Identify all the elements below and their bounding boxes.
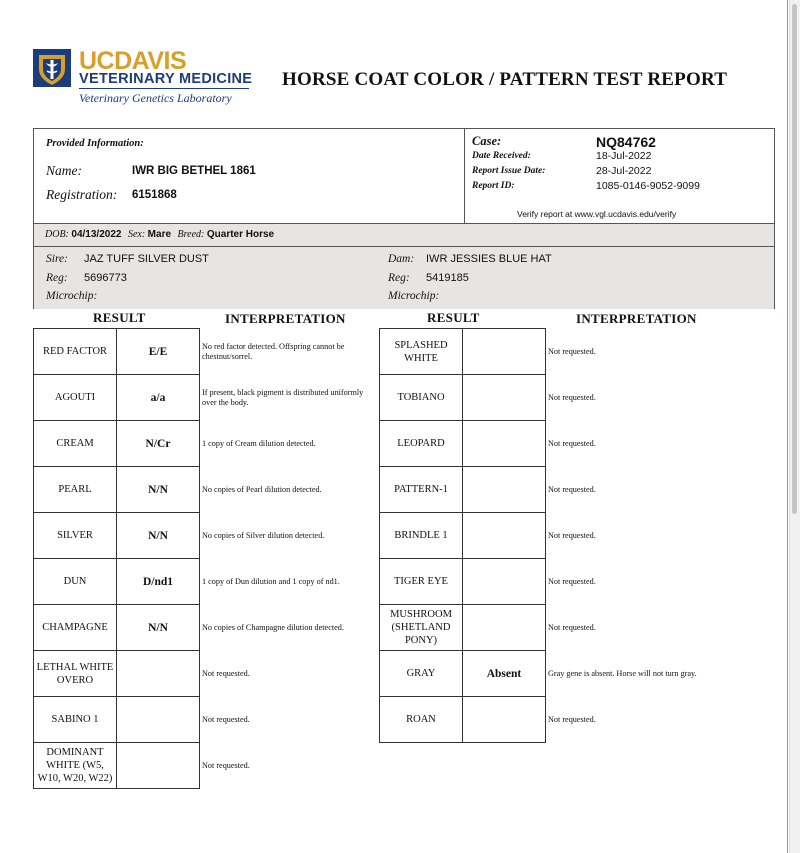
trait-name: BRINDLE 1 — [380, 513, 463, 559]
table-row — [380, 467, 726, 513]
genotype-result: a/a — [117, 375, 200, 421]
table-row — [34, 421, 378, 467]
case-number: NQ84762 — [596, 134, 656, 150]
table-row — [380, 697, 726, 743]
breed-value: Quarter Horse — [206, 229, 275, 240]
interpretation-text: Not requested. — [548, 530, 596, 540]
case-label: Case: — [472, 134, 502, 148]
genotype-result — [463, 421, 546, 467]
trait-name: TOBIANO — [380, 375, 463, 421]
right-interpretation-header: INTERPRETATION — [576, 311, 697, 326]
table-row — [34, 467, 378, 513]
genotype-result: D/nd1 — [117, 559, 200, 605]
genotype-result — [463, 513, 546, 559]
report-title: HORSE COAT COLOR / PATTERN TEST REPORT — [282, 69, 728, 90]
trait-name: DUN — [34, 559, 117, 605]
interpretation-text: Not requested. — [548, 392, 596, 402]
sire-label: Sire: — [46, 253, 68, 265]
interpretation-text: Not requested. — [202, 668, 250, 678]
interpretation-text: If present, black pigment is distributed uniformly over the body. — [202, 387, 364, 407]
interpretation-text: No copies of Silver dilution detected. — [202, 530, 325, 540]
logo-lab: Veterinary Genetics Laboratory — [79, 91, 232, 105]
interpretation-text: Not requested. — [548, 346, 596, 356]
trait-name: AGOUTI — [34, 375, 117, 421]
table-row — [34, 743, 378, 789]
interpretation-text: Not requested. — [548, 576, 596, 586]
sire-microchip-label: Microchip: — [46, 290, 98, 302]
genotype-result — [117, 743, 200, 789]
interpretation-text: Not requested. — [548, 484, 596, 494]
left-result-header: RESULT — [93, 310, 146, 325]
genotype-result — [463, 605, 546, 651]
interpretation-text: Not requested. — [548, 622, 596, 632]
table-row — [380, 375, 726, 421]
interpretation-text: Not requested. — [202, 760, 250, 770]
report-id-label: Report ID: — [472, 181, 515, 191]
trait-name: TIGER EYE — [380, 559, 463, 605]
trait-name: CHAMPAGNE — [34, 605, 117, 651]
interpretation-text: Not requested. — [548, 438, 596, 448]
right-result-header: RESULT — [427, 310, 480, 325]
interpretation-text: No copies of Champagne dilution detected. — [202, 622, 344, 632]
provided-info — [34, 129, 464, 223]
genotype-result — [463, 375, 546, 421]
sex-label: Sex: — [127, 229, 146, 240]
sire-reg-label: Reg: — [46, 272, 68, 284]
case-info — [464, 129, 775, 223]
table-row — [380, 421, 726, 467]
genotype-result: Absent — [463, 651, 546, 697]
interpretation-text: 1 copy of Cream dilution detected. — [202, 438, 316, 448]
interpretation-text: Not requested. — [202, 714, 250, 724]
table-row — [380, 605, 726, 651]
trait-name: DOMINANT WHITE (W5, W10, W20, W22) — [34, 743, 117, 789]
info-box — [33, 128, 775, 309]
trait-name: SABINO 1 — [34, 697, 117, 743]
dam-reg: 5419185 — [426, 272, 469, 284]
ucdavis-logo — [33, 49, 258, 109]
trait-name: PEARL — [34, 467, 117, 513]
dam-reg-label: Reg: — [388, 272, 410, 284]
registration-label: Registration: — [46, 187, 118, 202]
registration-number: 6151868 — [132, 189, 177, 201]
parents-row — [34, 246, 774, 309]
trait-name: MUSHROOM (SHETLAND PONY) — [380, 605, 463, 651]
genotype-result — [463, 467, 546, 513]
left-results-table — [33, 328, 378, 789]
genotype-result: N/N — [117, 467, 200, 513]
sire-name: JAZ TUFF SILVER DUST — [84, 253, 209, 265]
trait-name: SPLASHED WHITE — [380, 329, 463, 375]
name-label: Name: — [46, 163, 82, 178]
table-row — [34, 605, 378, 651]
logo-wordmark: UCDAVIS — [79, 47, 187, 75]
table-row — [34, 697, 378, 743]
left-interpretation-header: INTERPRETATION — [225, 311, 346, 326]
logo-divider — [79, 88, 249, 89]
genotype-result — [117, 697, 200, 743]
genotype-result: E/E — [117, 329, 200, 375]
dam-microchip-label: Microchip: — [388, 290, 440, 302]
vertical-scrollbar[interactable] — [789, 0, 800, 853]
table-row — [34, 559, 378, 605]
genotype-result: N/Cr — [117, 421, 200, 467]
interpretation-text: No red factor detected. Offspring cannot be chestnut/sorrel. — [202, 341, 345, 361]
genotype-result — [463, 329, 546, 375]
horse-details-row — [34, 223, 774, 247]
table-row — [34, 375, 378, 421]
table-row — [380, 559, 726, 605]
genotype-result — [463, 559, 546, 605]
report-id: 1085-0146-9052-9099 — [596, 180, 700, 192]
scrollbar-thumb[interactable] — [792, 4, 797, 514]
trait-name: LETHAL WHITE OVERO — [34, 651, 117, 697]
right-results-table — [379, 328, 726, 743]
dam-name: IWR JESSIES BLUE HAT — [426, 253, 552, 265]
sex-value: Mare — [147, 229, 172, 240]
table-row — [380, 651, 726, 697]
verify-link[interactable]: Verify report at www.vgl.ucdavis.edu/verify — [517, 209, 677, 219]
page-edge — [787, 0, 788, 853]
table-row — [380, 329, 726, 375]
trait-name: CREAM — [34, 421, 117, 467]
trait-name: ROAN — [380, 697, 463, 743]
interpretation-text: 1 copy of Dun dilution and 1 copy of nd1. — [202, 576, 340, 586]
issue-date-label: Report Issue Date: — [472, 166, 546, 176]
trait-name: LEOPARD — [380, 421, 463, 467]
sire-reg: 5696773 — [84, 272, 127, 284]
trait-name: RED FACTOR — [34, 329, 117, 375]
table-row — [34, 513, 378, 559]
interpretation-text: No copies of Pearl dilution detected. — [202, 484, 322, 494]
dam-label: Dam: — [388, 253, 415, 265]
logo-school: VETERINARY MEDICINE — [79, 71, 253, 87]
issue-date: 28-Jul-2022 — [596, 165, 652, 177]
trait-name: SILVER — [34, 513, 117, 559]
interpretation-text: Gray gene is absent. Horse will not turn gray. — [548, 668, 697, 678]
genotype-result: N/N — [117, 605, 200, 651]
trait-name: GRAY — [380, 651, 463, 697]
genotype-result — [463, 697, 546, 743]
date-received-label: Date Received: — [472, 151, 531, 161]
genotype-result — [117, 651, 200, 697]
date-received: 18-Jul-2022 — [596, 150, 652, 162]
trait-name: PATTERN-1 — [380, 467, 463, 513]
breed-label: Breed: — [177, 229, 205, 240]
dob-value: 04/13/2022 — [71, 229, 122, 240]
table-row — [380, 513, 726, 559]
horse-name: IWR BIG BETHEL 1861 — [132, 165, 256, 177]
dob-label: DOB: — [45, 229, 69, 240]
genotype-result: N/N — [117, 513, 200, 559]
interpretation-text: Not requested. — [548, 714, 596, 724]
table-row — [34, 651, 378, 697]
ucdavis-shield-icon — [33, 49, 71, 87]
provided-heading: Provided Information: — [46, 138, 144, 149]
table-row — [34, 329, 378, 375]
